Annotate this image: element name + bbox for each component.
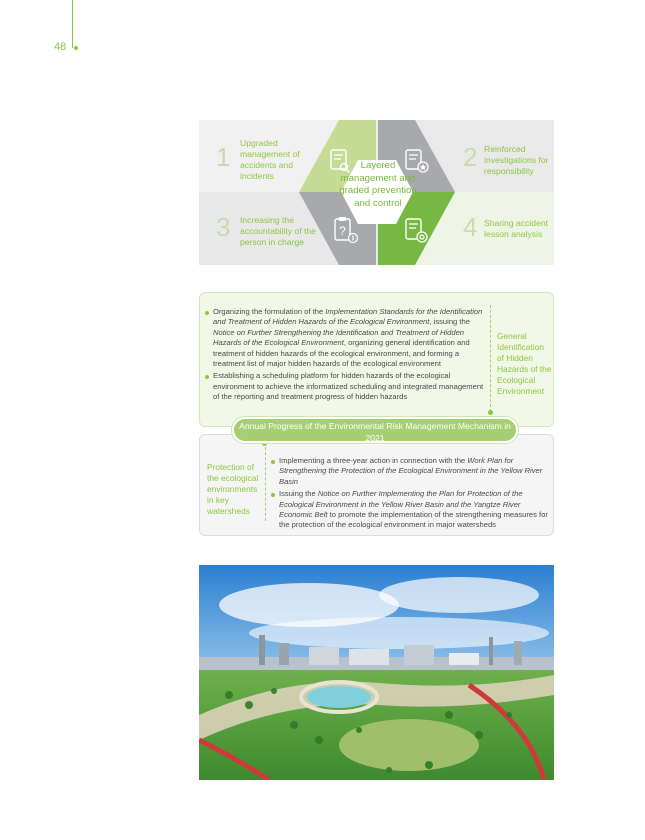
protection-divider [265, 447, 266, 521]
diagram-center-label: Layered management and graded prevention and control [339, 160, 417, 209]
svg-text:?: ? [339, 224, 346, 238]
general-bullet-2: Establishing a scheduling platform for hidden hazards of the ecological environment to achieve the informatized scheduling and integrated management of the reporting and treatment progress of hidden hazards [205, 371, 487, 402]
protection-bullet-2: Issuing the Notice on Further Implementing the Plan for Protection of the Ecological Environment in the Yellow River Basin and the Yangtze River Economic Belt to promote the implementation of the strengthening measures for the protection of the ecological environment in major watersheds [271, 489, 553, 531]
general-bullets [205, 307, 487, 405]
general-heading: General Identification of Hidden Hazards of the Ecological Environment [497, 331, 552, 396]
protection-bullet-1: Implementing a three-year action in connection with the Work Plan for Strengthening the Protection of the Ecological Environment in the Yellow River Basin [271, 456, 553, 487]
item-label-2: Reinforced investigations for responsibility [484, 144, 549, 176]
item-label-1: Upgraded management of accidents and incidents [240, 138, 300, 181]
mechanism-diagram [199, 120, 554, 265]
gear-document-icon [404, 217, 430, 245]
general-connector-dot [488, 410, 493, 415]
annual-progress-banner: Annual Progress of the Environmental Risk Management Mechanism in 2021 [232, 417, 518, 443]
page-margin-line [72, 0, 73, 48]
page-number: 48 [54, 41, 67, 53]
item-number-2: 2 [463, 142, 478, 172]
general-divider [490, 305, 491, 412]
page-number-dot [74, 46, 78, 50]
item-label-4: Sharing accident lesson analysis [484, 218, 549, 239]
item-number-4: 4 [463, 212, 478, 242]
protection-heading: Protection of the ecological environments in key watersheds [207, 462, 259, 516]
protection-bullets [271, 456, 553, 533]
industrial-park-photo [199, 565, 554, 780]
general-bullet-1: Organizing the formulation of the Implementation Standards for the Identification and Treatment of Hidden Hazards of the Ecological Environment, issuing the Notice on Further Strengthening the Identification and Treatment of Hidden Hazards of the Ecological Environment, organizing general identification and treatment of hidden hazards of the ecological environment, and forming a treatment list of major hidden hazards of the ecological environment [205, 307, 487, 369]
item-number-3: 3 [216, 212, 231, 242]
item-label-3: Increasing the accountability of the person in charge [240, 215, 316, 247]
question-clipboard-icon [333, 216, 359, 244]
item-number-1: 1 [216, 142, 231, 172]
